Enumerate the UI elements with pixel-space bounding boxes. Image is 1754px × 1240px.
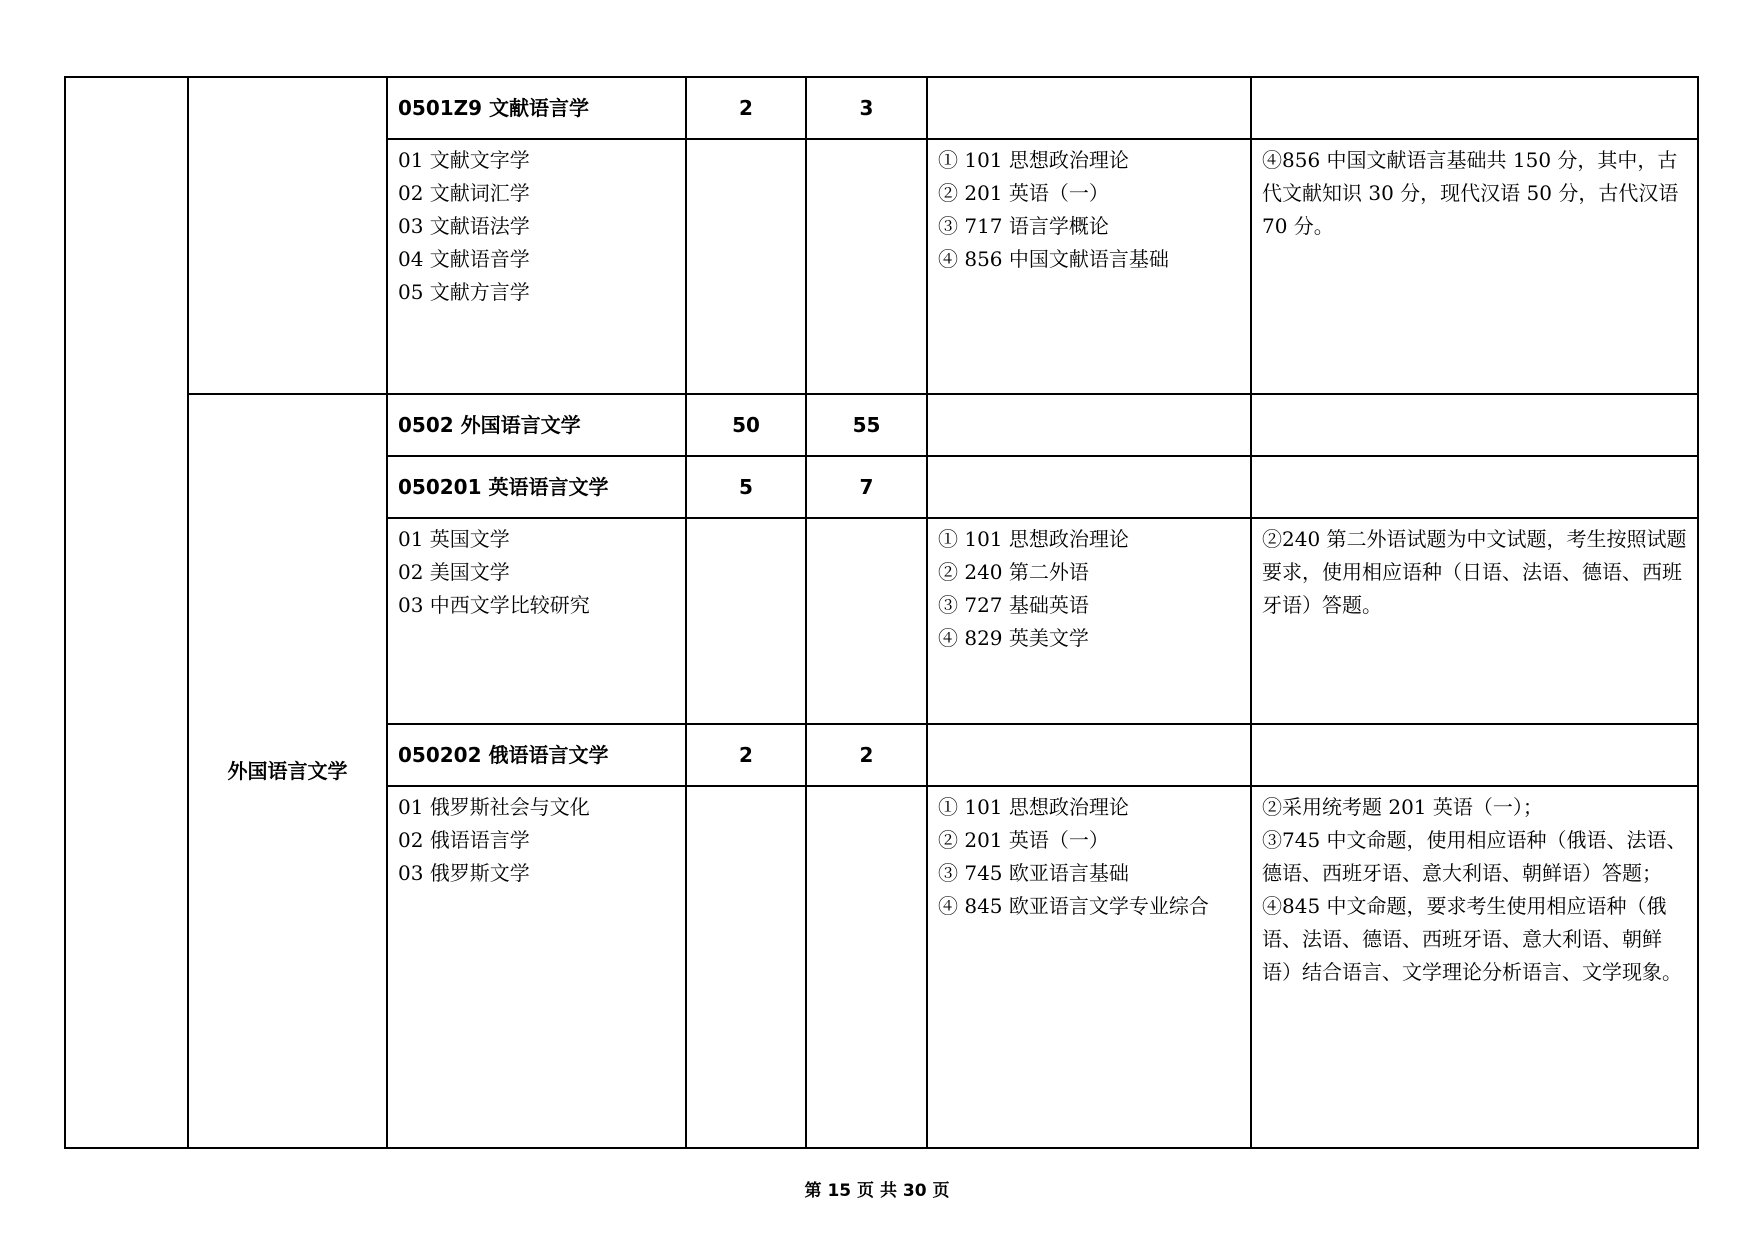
direction-item: 01 俄罗斯社会与文化	[398, 795, 590, 819]
direction-item: 01 英国文学	[398, 527, 510, 551]
admissions-table	[64, 76, 1699, 1149]
exam-item: ④ 856 中国文献语言基础	[938, 247, 1169, 271]
quota-b: 2	[806, 724, 927, 786]
directions-list	[387, 786, 686, 1148]
notes	[1251, 518, 1698, 724]
quota-b: 7	[806, 456, 927, 518]
note-item: ③745 中文命题，使用相应语种（俄语、法语、德语、西班牙语、意大利语、朝鲜语）答题；	[1262, 828, 1687, 885]
note-item: ②240 第二外语试题为中文试题，考生按照试题要求，使用相应语种（日语、法语、德语、西班牙语）答题。	[1262, 527, 1687, 617]
exam-item: ④ 845 欧亚语言文学专业综合	[938, 894, 1209, 918]
quota-a: 2	[686, 724, 806, 786]
exam-item: ② 240 第二外语	[938, 560, 1089, 584]
exam-item: ③ 717 语言学概论	[938, 214, 1109, 238]
exam-item: ② 201 英语（一）	[938, 181, 1109, 205]
note-item: ④845 中文命题，要求考生使用相应语种（俄语、法语、德语、西班牙语、意大利语、朝鲜语）结合语言、文学理论分析语言、文学现象。	[1262, 894, 1682, 984]
quota-b: 55	[806, 394, 927, 456]
notes	[1251, 139, 1698, 394]
exam-subjects	[927, 139, 1251, 394]
exam-item: ② 201 英语（一）	[938, 828, 1109, 852]
direction-item: 04 文献语音学	[398, 247, 530, 271]
exam-item: ③ 727 基础英语	[938, 593, 1089, 617]
college-cell	[65, 77, 188, 1148]
exam-subjects	[927, 518, 1251, 724]
direction-item: 01 文献文字学	[398, 148, 530, 172]
discipline-label: 外国语言文学	[188, 394, 387, 1148]
note-item: ④856 中国文献语言基础共 150 分，其中，古代文献知识 30 分，现代汉语 50 分，古代汉语 70 分。	[1262, 148, 1679, 238]
exam-item: ① 101 思想政治理论	[938, 148, 1129, 172]
major-code-name: 0502 外国语言文学	[387, 394, 686, 456]
quota-a: 50	[686, 394, 806, 456]
quota-a: 5	[686, 456, 806, 518]
page-number: 第 15 页 共 30 页	[804, 1181, 950, 1201]
quota-b: 3	[806, 77, 927, 139]
exam-item: ① 101 思想政治理论	[938, 527, 1129, 551]
direction-item: 03 中西文学比较研究	[398, 593, 590, 617]
exam-item: ④ 829 英美文学	[938, 626, 1089, 650]
exam-subjects	[927, 786, 1251, 1148]
notes	[1251, 786, 1698, 1148]
directions-list	[387, 139, 686, 394]
direction-item: 02 俄语语言学	[398, 828, 530, 852]
direction-item: 02 文献词汇学	[398, 181, 530, 205]
direction-item: 03 文献语法学	[398, 214, 530, 238]
quota-a: 2	[686, 77, 806, 139]
direction-item: 05 文献方言学	[398, 280, 530, 304]
exam-item: ① 101 思想政治理论	[938, 795, 1129, 819]
exam-item: ③ 745 欧亚语言基础	[938, 861, 1129, 885]
discipline-cell	[188, 77, 387, 394]
major-code-name: 050201 英语语言文学	[387, 456, 686, 518]
direction-item: 03 俄罗斯文学	[398, 861, 530, 885]
major-code-name: 0501Z9 文献语言学	[387, 77, 686, 139]
major-code-name: 050202 俄语语言文学	[387, 724, 686, 786]
direction-item: 02 美国文学	[398, 560, 510, 584]
directions-list	[387, 518, 686, 724]
note-item: ②采用统考题 201 英语（一）；	[1262, 795, 1543, 819]
